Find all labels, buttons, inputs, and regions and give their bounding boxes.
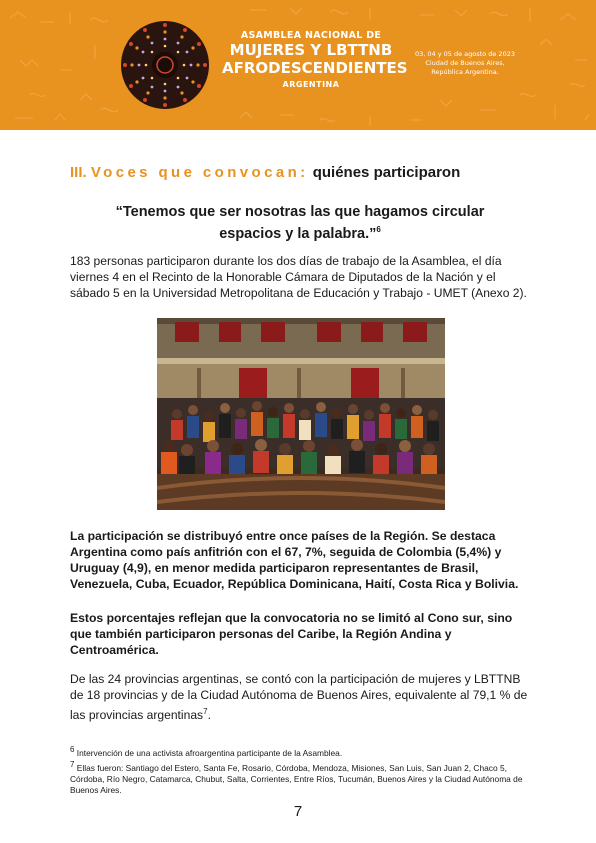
- paragraph-provinces: De las 24 provincias argentinas, se contó con la participación de mujeres y LBTTNB de 18 provincias y de la Ciudad Autónoma de Buenos Aires, equivalente al 79,1 % de las provincias argentinas$^7$.: [70, 672, 528, 722]
- event-title-line1: ASAMBLEA NACIONAL DE: [240, 30, 382, 41]
- footnote-7-number: 7: [70, 759, 75, 769]
- section-title-spaced: Voces que convocan:: [90, 164, 309, 181]
- event-dates: 03, 04 y 05 de agosto de 2023: [415, 50, 515, 58]
- footnote-6-text: Intervención de una activista afroargentina participante de la Asamblea.: [76, 747, 343, 758]
- event-country: República Argentina.: [431, 68, 499, 76]
- footnote-6: [70, 744, 540, 759]
- assembly-logo: [120, 20, 210, 110]
- event-title-line2: MUJERES Y LBTTNB: [229, 41, 393, 59]
- paragraph-provinces-text: De las 24 provincias argentinas, se contó con la participación de mujeres y LBTTNB de 18 provincias y de la Ciudad Autónoma de Buenos Aires, equivalente al 79,1 % de las provincias argentinas: [70, 672, 528, 722]
- event-title-line3: AFRODESCENDIENTES: [222, 59, 408, 77]
- event-title-line4: ARGENTINA: [282, 80, 340, 89]
- quote-line2: espacios y la palabra.”: [219, 225, 377, 242]
- footnote-7-text: Ellas fueron: Santiago del Estero, Santa Fe, Rosario, Córdoba, Mendoza, Misiones, San Luis, San Juan 2, Chaco 5, Córdoba, Río Negro, Catamarca, Chubut, Salta, Corrientes, Entre Ríos, Tucumán, Buenos Aires y la Ciudad Autónoma de Buenos Aires.: [70, 762, 523, 795]
- paragraph-participants: 183 personas participaron durante los dos días de trabajo de la Asamblea, el día viernes 4 en el Recinto de la Honorable Cámara de Diputados de la Nación y el sábado 5 en la Universidad Metropolitana de Educación y Trabajo - UMET (Anexo 2).: [70, 254, 527, 300]
- event-info: [410, 50, 520, 77]
- provinces-footnote-ref: 7: [203, 706, 208, 716]
- event-city: Ciudad de Buenos Aires,: [425, 59, 505, 67]
- footnote-6-number: 6: [70, 745, 75, 754]
- event-title: [222, 30, 408, 89]
- paragraph-countries: La participación se distribuyó entre once países de la Región. Se destaca Argentina como país anfitrión con el 67, 7%, seguida de Colombia (5,4%) y Uruguay (4,9), en menor medida participaron representantes de Brasil, Venezuela, Cuba, Ecuador, República Dominicana, Haití, Costa Rica y Bolivia.: [70, 529, 519, 591]
- section-title-rest: quiénes participaron: [312, 164, 461, 181]
- quote-footnote-ref: 6: [376, 225, 381, 234]
- footnote-7: [70, 759, 540, 796]
- header-banner: [0, 0, 596, 130]
- section-heading: [70, 164, 460, 181]
- footnotes: [70, 744, 540, 796]
- page-number: 7: [293, 803, 303, 820]
- group-photo: [157, 318, 445, 510]
- paragraph-regions: Estos porcentajes reflejan que la convocatoria no se limitó al Cono sur, sino que también participaron personas del Caribe, la Región Andina y Centroamérica.: [70, 611, 513, 657]
- section-number: III.: [70, 164, 87, 181]
- pull-quote: [70, 203, 530, 243]
- quote-line1: “Tenemos que ser nosotras las que hagamos circular: [115, 204, 485, 220]
